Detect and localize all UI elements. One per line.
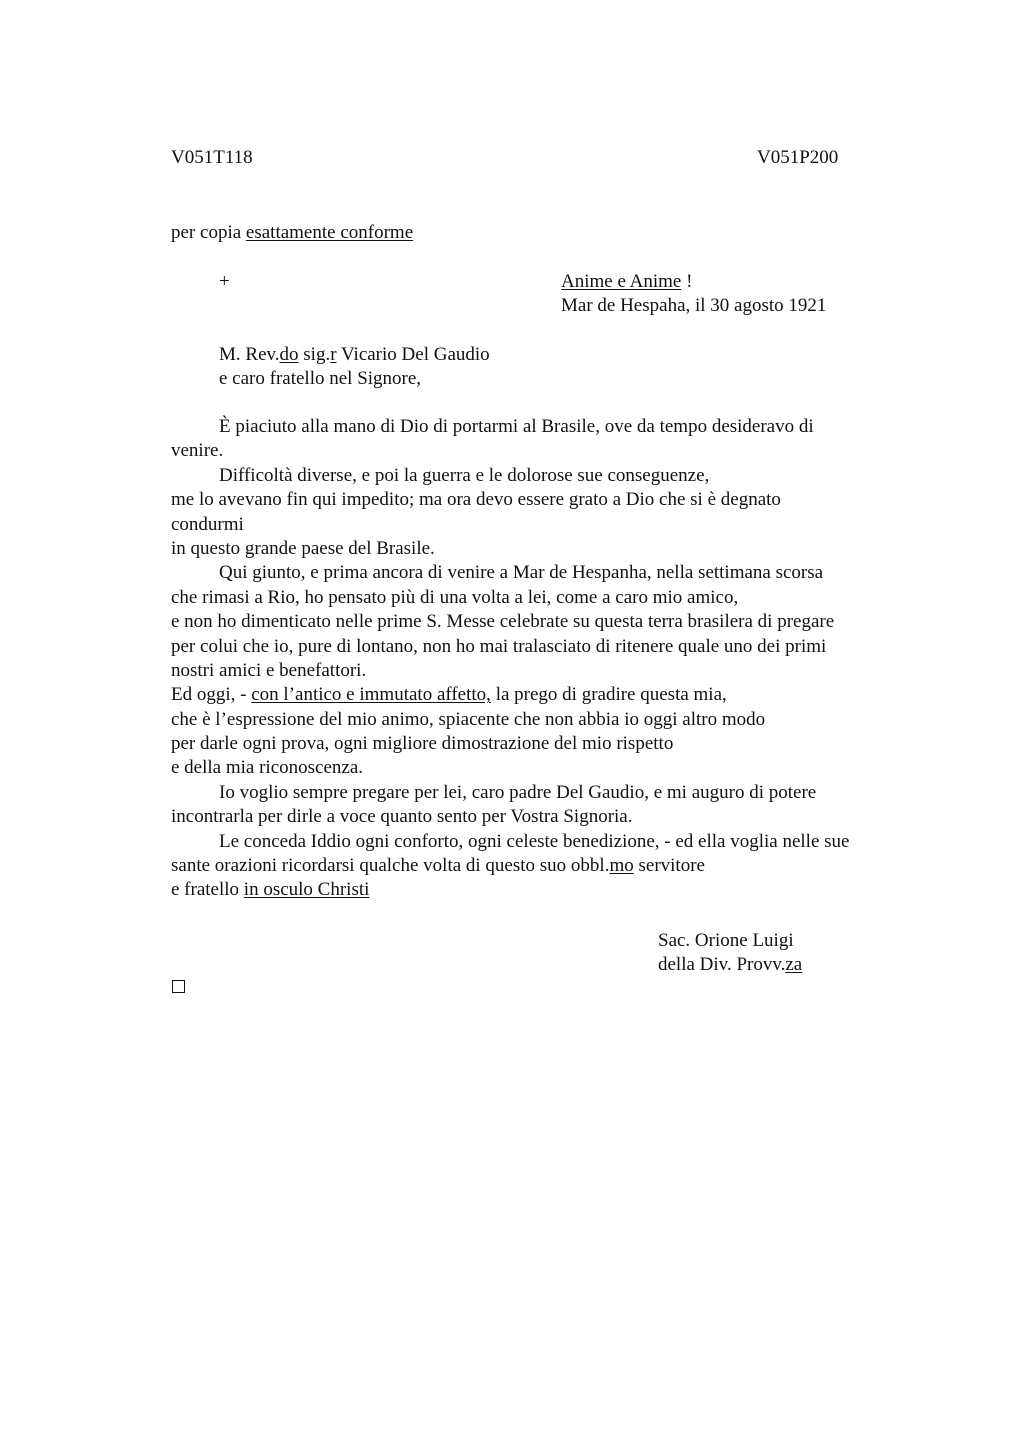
body-line: e della mia riconoscenza. [171, 757, 364, 779]
copy-note-prefix: per copia [171, 222, 246, 243]
signature-abbrev: za [785, 954, 803, 975]
body-line: me lo avevano fin qui impedito; ma ora devo essere grato a Dio che si è degnato [171, 489, 781, 511]
body-line: incontrarla per dirle a voce quanto sento per Vostra Signoria. [171, 806, 633, 828]
body-text: la prego di gradire questa mia, [490, 684, 727, 706]
salutation-text: Vicario Del Gaudio [336, 344, 490, 365]
cross-symbol: + [219, 271, 230, 292]
copy-note [171, 221, 413, 245]
motto-underlined: Anime e Anime [561, 271, 682, 292]
signature-text: della Div. Provv. [658, 954, 786, 975]
salutation-abbrev: do [279, 344, 299, 365]
salutation-text: sig. [298, 344, 331, 365]
body-line: nostri amici e benefattori. [171, 659, 367, 681]
body-underlined: in osculo Christi [243, 879, 370, 901]
body-text: sante orazioni ricordarsi qualche volta di questo suo obbl. [171, 855, 610, 877]
end-square-icon [172, 980, 185, 993]
body-line: per darle ogni prova, ogni migliore dimostrazione del mio rispetto [171, 733, 674, 755]
body-text: e fratello [171, 879, 244, 901]
body-line: Io voglio sempre pregare per lei, caro padre Del Gaudio, e mi auguro di potere [219, 781, 817, 803]
signature-name: Sac. Orione Luigi [658, 930, 794, 951]
document-code-left: V051T118 [171, 147, 253, 168]
salutation-text: M. Rev. [219, 344, 280, 365]
body-text: Ed oggi, - [171, 684, 252, 706]
document-code-right: V051P200 [757, 147, 839, 168]
salutation-abbrev: r [330, 344, 337, 365]
motto-suffix: ! [681, 271, 693, 292]
body-line: Difficoltà diverse, e poi la guerra e le dolorose sue conseguenze, [219, 464, 710, 486]
body-line: Qui giunto, e prima ancora di venire a Mar de Hespanha, nella settimana scorsa [219, 562, 824, 584]
body-line [171, 683, 849, 707]
body-underlined: mo [609, 855, 634, 877]
body-line: in questo grande paese del Brasile. [171, 537, 435, 559]
letter-body [171, 415, 849, 903]
body-line: e non ho dimenticato nelle prime S. Messe celebrate su questa terra brasilera di pregare [171, 611, 835, 633]
salutation-line-2: e caro fratello nel Signore, [219, 368, 422, 389]
body-text: servitore [633, 855, 705, 877]
body-line: per colui che io, pure di lontano, non ho mai tralasciato di ritenere quale uno dei primi [171, 635, 827, 657]
body-line [171, 878, 849, 902]
body-underlined: con l’antico e immutato affetto, [251, 684, 491, 706]
place-date: Mar de Hespaha, il 30 agosto 1921 [561, 295, 827, 316]
body-line: venire. [171, 440, 224, 462]
body-line: È piaciuto alla mano di Dio di portarmi al Brasile, ove da tempo desideravo di [219, 416, 814, 437]
body-line: condurmi [171, 513, 244, 535]
body-line: che rimasi a Rio, ho pensato più di una volta a lei, come a caro mio amico, [171, 586, 739, 608]
body-line: che è l’espressione del mio animo, spiacente che non abbia io oggi altro modo [171, 708, 766, 730]
copy-note-underlined: esattamente conforme [245, 222, 414, 243]
body-line [171, 854, 849, 878]
signature-title [658, 953, 802, 977]
motto [561, 270, 692, 294]
body-line: Le conceda Iddio ogni conforto, ogni celeste benedizione, - ed ella voglia nelle sue [219, 830, 850, 852]
salutation-line-1 [219, 343, 490, 367]
